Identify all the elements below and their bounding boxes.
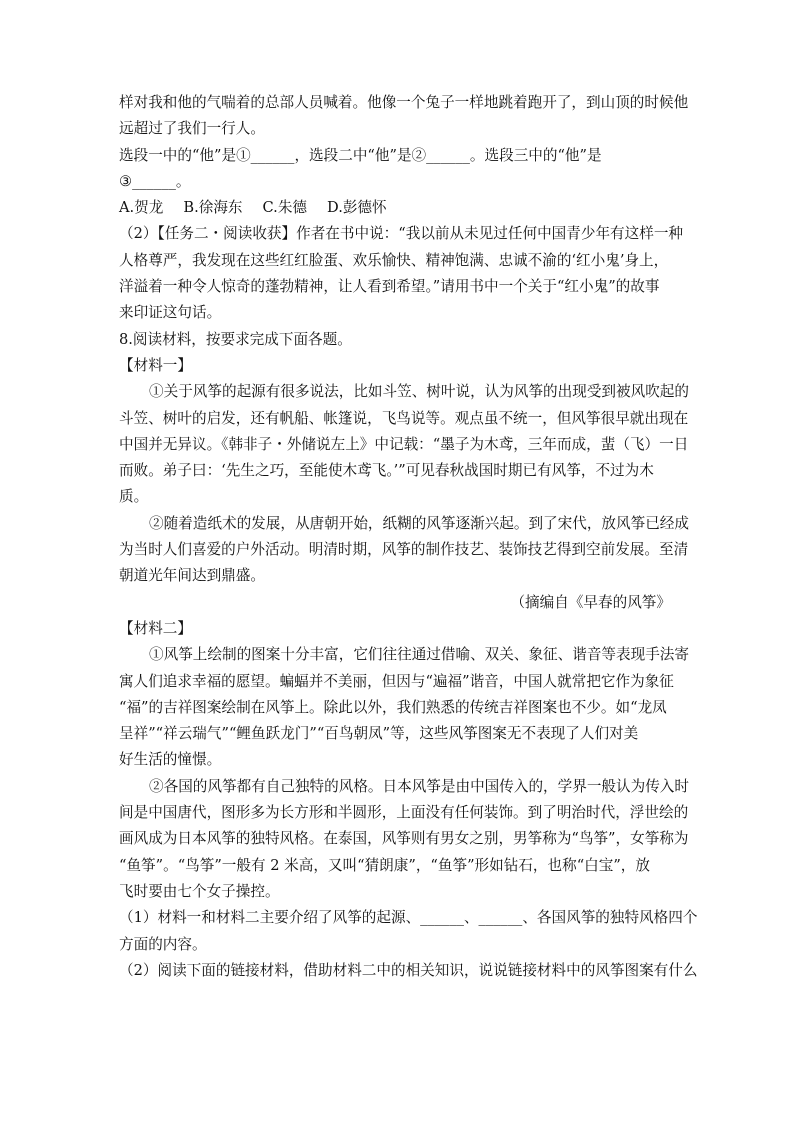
answer-options (119, 195, 675, 221)
option-b: B.徐海东 (183, 199, 243, 217)
text-line: ③______。 (119, 172, 191, 190)
option-d: D.彭德怀 (327, 199, 387, 217)
material-1-p2-line: ②随着造纸术的发展，从唐朝开始，纸糊的风筝逐渐兴起。到了宋代，放风筝已经成 (149, 514, 689, 532)
material-1-p1-line: 斗笠、树叶的启发，还有帆船、帐篷说，飞鸟说等。观点虽不统一，但风筝很早就出现在 (119, 409, 689, 427)
sub-question-line: （2）阅读下面的链接材料，借助材料二中的相关知识，说说链接材料中的风筝图案有什么 (119, 961, 698, 979)
material-2-heading: 【材料二】 (119, 619, 192, 637)
question-2-line: 洋溢着一种令人惊奇的蓬勃精神，让人看到希望。”请用书中一个关于“红小鬼”的故事 (119, 278, 660, 296)
material-2-p1-line: 寓人们追求幸福的愿望。蝙蝠并不美丽，但因与“遍福”谐音，中国人就常把它作为象征 (119, 672, 674, 690)
material-1-p1-line: 中国并无异议。《韩非子・外储说左上》中记载：“墨子为木鸢，三年而成，蜚（飞）一日 (119, 435, 689, 453)
text-line: 样对我和他的气喘着的总部人员喊着。他像一个兔子一样地跳着跑开了，到山顶的时候他 (119, 94, 689, 111)
material-1-p1-line: 而败。弟子曰：‘先生之巧，至能使木鸢飞。’”可见春秋战国时期已有风筝，不过为木 (119, 462, 654, 480)
material-2-p2-line: 画风成为日本风筝的独特风格。在泰国，风筝则有男女之别，男筝称为“鸟筝”，女筝称为 (119, 830, 689, 848)
question-2-line: 人格尊严，我发现在这些红红脸蛋、欢乐愉快、精神饱满、忠诚不渝的‘红小鬼’身上， (119, 251, 669, 269)
text-line: 远超过了我们一行人。 (119, 120, 265, 138)
material-2-p2-line: 间是中国唐代，图形多为长方形和半圆形，上面没有任何装饰。到了明治时代，浮世绘的 (119, 804, 689, 822)
material-1-p1-line: ①关于风筝的起源有很多说法，比如斗笠、树叶说，认为风筝的出现受到被风吹起的 (149, 383, 689, 401)
material-2-p2-line: ②各国的风筝都有自己独特的风格。日本风筝是由中国传入的，学界一般认为传入时 (149, 777, 689, 795)
material-1-p1-line: 质。 (119, 488, 149, 506)
material-1-p2-line: 为当时人们喜爱的户外活动。明清时期，风筝的制作技艺、装饰技艺得到空前发展。至清 (119, 541, 689, 559)
material-1-heading: 【材料一】 (119, 356, 192, 374)
question-8-heading: 8.阅读材料，按要求完成下面各题。 (119, 330, 352, 348)
material-1-p2-line: 朝道光年间达到鼎盛。 (119, 567, 265, 585)
question-2-line: 来印证这句话。 (119, 304, 222, 322)
text-line: 选段一中的“他”是①______，选段二中“他”是②______。选段三中的“他”是 (119, 146, 602, 164)
material-2-p2-line: “鱼筝”。“鸟筝”一般有 2 米高，又叫“猜朗康”，“鱼筝”形如钻石，也称“白宝”，放 (119, 856, 650, 874)
question-2-line: （2）【任务二・阅读收获】作者在书中说：“我以前从未见过任何中国青少年有这样一种 (119, 225, 684, 243)
sub-question-line: （1）材料一和材料二主要介绍了风筝的起源、______、______、各国风筝的独特风格四个 (119, 909, 698, 927)
material-1-source: （摘编自《早春的风筝》 (510, 593, 671, 611)
material-2-p1-line: 好生活的憧憬。 (119, 751, 222, 769)
material-2-p1-line: “福”的吉祥图案绘制在风筝上。除此以外，我们熟悉的传统吉祥图案也不少。如“龙凤 (119, 698, 667, 716)
document-body (119, 90, 698, 984)
option-a: A.贺龙 (119, 199, 164, 217)
sub-question-line: 方面的内容。 (119, 935, 207, 953)
material-2-p1-line: ①风筝上绘制的图案十分丰富，它们往往通过借喻、双关、象征、谐音等表现手法寄 (149, 646, 689, 664)
material-2-p1-line: 呈祥”“祥云瑞气”“鲤鱼跃龙门”“百鸟朝凤”等，这些风筝图案无不表现了人们对美 (119, 725, 639, 743)
material-2-p2-line: 飞时要由七个女子操控。 (119, 882, 280, 900)
option-c: C.朱德 (262, 199, 308, 217)
